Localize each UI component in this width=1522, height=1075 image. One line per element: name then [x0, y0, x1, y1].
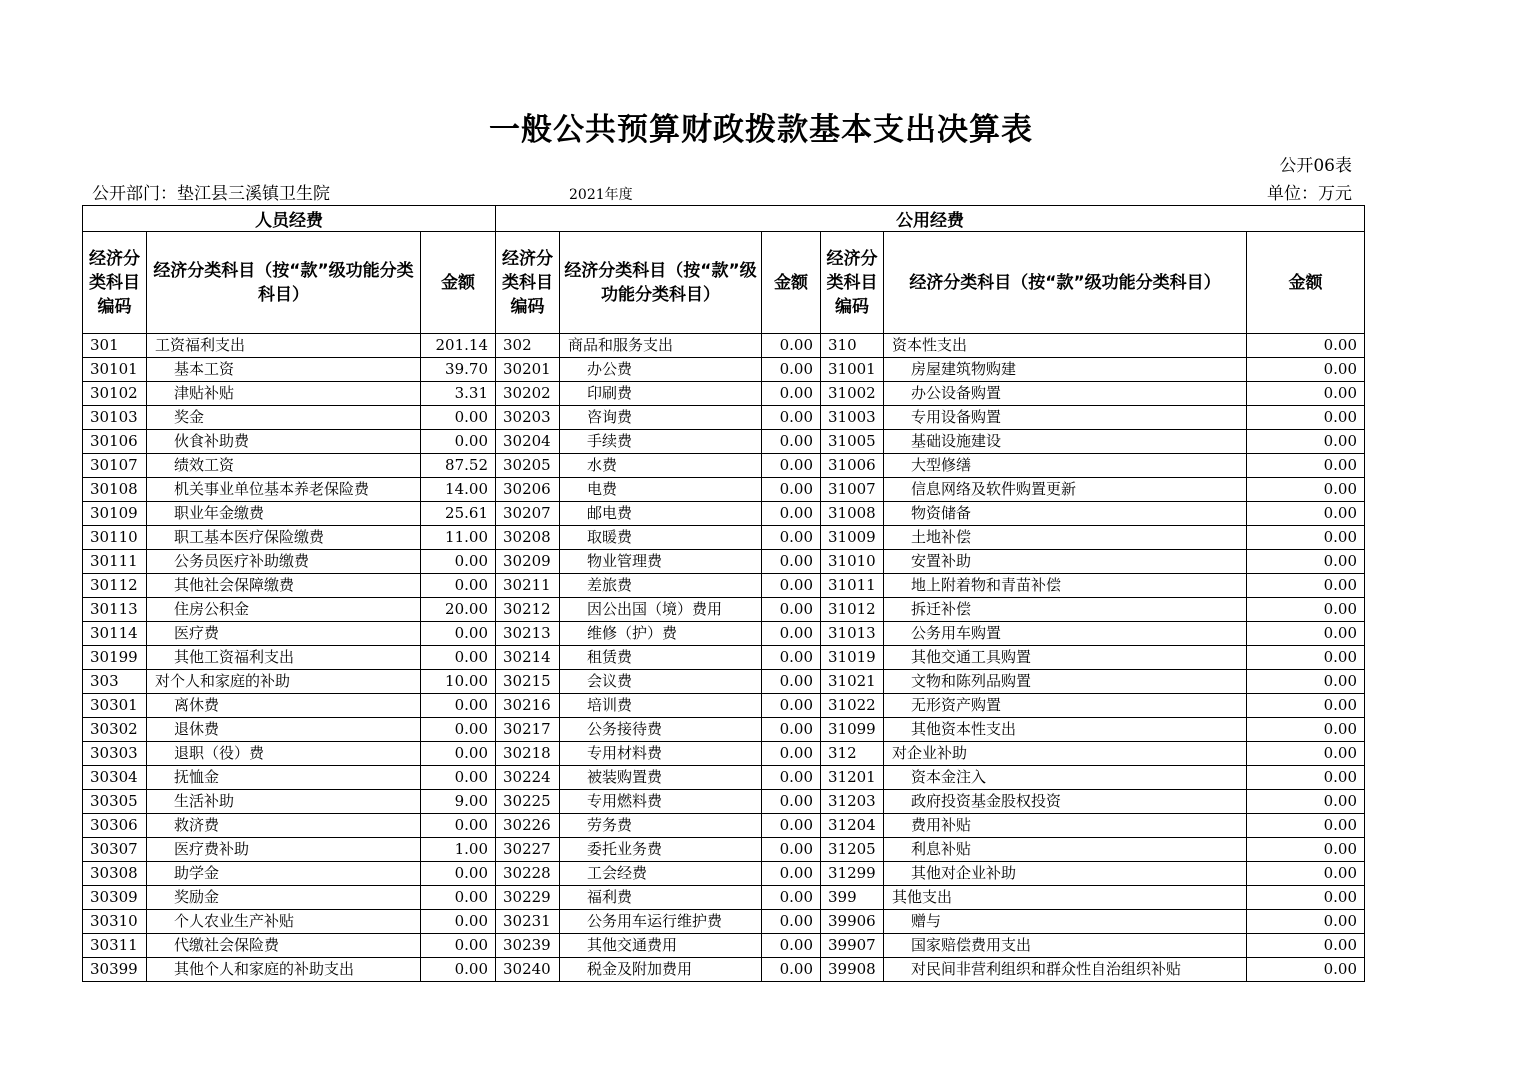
name-cell: 其他社会保障缴费 — [147, 574, 421, 598]
code-cell: 30227 — [496, 838, 560, 862]
name-cell: 工会经费 — [560, 862, 762, 886]
amount-cell: 0.00 — [1247, 574, 1365, 598]
code-cell: 31001 — [821, 358, 884, 382]
unit-label: 单位：万元 — [1267, 184, 1352, 204]
table-row — [83, 454, 1365, 478]
code-cell: 30112 — [83, 574, 147, 598]
amount-cell: 0.00 — [1247, 694, 1365, 718]
amount-cell: 0.00 — [762, 358, 821, 382]
name-cell: 离休费 — [147, 694, 421, 718]
amount-cell: 0.00 — [762, 334, 821, 358]
name-cell: 职工基本医疗保险缴费 — [147, 526, 421, 550]
amount-cell: 0.00 — [762, 862, 821, 886]
name-cell: 因公出国（境）费用 — [560, 598, 762, 622]
amount-cell: 11.00 — [421, 526, 496, 550]
name-cell: 政府投资基金股权投资 — [884, 790, 1247, 814]
amount-cell: 0.00 — [1247, 718, 1365, 742]
table-row — [83, 334, 1365, 358]
name-cell: 商品和服务支出 — [560, 334, 762, 358]
amount-cell: 201.14 — [421, 334, 496, 358]
amount-cell: 0.00 — [1247, 934, 1365, 958]
code-cell: 39908 — [821, 958, 884, 982]
code-cell: 30206 — [496, 478, 560, 502]
code-cell: 30309 — [83, 886, 147, 910]
amount-cell: 0.00 — [1247, 358, 1365, 382]
code-cell: 30203 — [496, 406, 560, 430]
amount-cell: 0.00 — [1247, 502, 1365, 526]
amount-cell: 0.00 — [762, 718, 821, 742]
amount-cell: 0.00 — [1247, 454, 1365, 478]
code-cell: 31003 — [821, 406, 884, 430]
name-cell: 其他工资福利支出 — [147, 646, 421, 670]
table-row — [83, 718, 1365, 742]
code-cell: 30107 — [83, 454, 147, 478]
name-cell: 国家赔偿费用支出 — [884, 934, 1247, 958]
code-cell: 30199 — [83, 646, 147, 670]
code-cell: 30109 — [83, 502, 147, 526]
code-cell: 31019 — [821, 646, 884, 670]
name-cell: 会议费 — [560, 670, 762, 694]
name-cell: 其他交通工具购置 — [884, 646, 1247, 670]
name-cell: 医疗费 — [147, 622, 421, 646]
amount-cell: 0.00 — [762, 622, 821, 646]
amount-cell: 0.00 — [1247, 598, 1365, 622]
amount-cell: 0.00 — [762, 958, 821, 982]
amount-cell: 0.00 — [762, 382, 821, 406]
code-cell: 30229 — [496, 886, 560, 910]
name-cell: 代缴社会保险费 — [147, 934, 421, 958]
code-cell: 30114 — [83, 622, 147, 646]
name-cell: 福利费 — [560, 886, 762, 910]
amount-cell: 0.00 — [1247, 334, 1365, 358]
name-cell: 退休费 — [147, 718, 421, 742]
code-cell: 30240 — [496, 958, 560, 982]
amount-cell: 0.00 — [421, 934, 496, 958]
code-cell: 301 — [83, 334, 147, 358]
code-cell: 31013 — [821, 622, 884, 646]
code-cell: 302 — [496, 334, 560, 358]
header-name: 经济分类科目（按“款”级功能分类科目） — [884, 232, 1247, 334]
code-cell: 30217 — [496, 718, 560, 742]
header-name: 经济分类科目（按“款”级功能分类科目） — [560, 232, 762, 334]
code-cell: 399 — [821, 886, 884, 910]
amount-cell: 39.70 — [421, 358, 496, 382]
amount-cell: 0.00 — [1247, 958, 1365, 982]
amount-cell: 0.00 — [762, 526, 821, 550]
table-row — [83, 622, 1365, 646]
name-cell: 电费 — [560, 478, 762, 502]
code-cell: 31012 — [821, 598, 884, 622]
code-cell: 30212 — [496, 598, 560, 622]
amount-cell: 0.00 — [421, 742, 496, 766]
table-row — [83, 646, 1365, 670]
name-cell: 专用燃料费 — [560, 790, 762, 814]
name-cell: 培训费 — [560, 694, 762, 718]
code-cell: 31002 — [821, 382, 884, 406]
header-code: 经济分类科目编码 — [821, 232, 884, 334]
code-cell: 30303 — [83, 742, 147, 766]
amount-cell: 0.00 — [762, 646, 821, 670]
code-cell: 30108 — [83, 478, 147, 502]
code-cell: 31010 — [821, 550, 884, 574]
name-cell: 奖励金 — [147, 886, 421, 910]
name-cell: 退职（役）费 — [147, 742, 421, 766]
name-cell: 土地补偿 — [884, 526, 1247, 550]
amount-cell: 0.00 — [1247, 886, 1365, 910]
code-cell: 30202 — [496, 382, 560, 406]
table-row — [83, 526, 1365, 550]
amount-cell: 14.00 — [421, 478, 496, 502]
code-cell: 30204 — [496, 430, 560, 454]
code-cell: 30207 — [496, 502, 560, 526]
name-cell: 其他对企业补助 — [884, 862, 1247, 886]
amount-cell: 0.00 — [762, 670, 821, 694]
code-cell: 39907 — [821, 934, 884, 958]
name-cell: 文物和陈列品购置 — [884, 670, 1247, 694]
name-cell: 物业管理费 — [560, 550, 762, 574]
code-cell: 31011 — [821, 574, 884, 598]
amount-cell: 0.00 — [1247, 382, 1365, 406]
name-cell: 房屋建筑物购建 — [884, 358, 1247, 382]
code-cell: 31205 — [821, 838, 884, 862]
form-number: 公开06表 — [1279, 156, 1352, 176]
name-cell: 抚恤金 — [147, 766, 421, 790]
amount-cell: 0.00 — [762, 574, 821, 598]
name-cell: 公务员医疗补助缴费 — [147, 550, 421, 574]
code-cell: 30307 — [83, 838, 147, 862]
table-row — [83, 862, 1365, 886]
code-cell: 30213 — [496, 622, 560, 646]
code-cell: 30113 — [83, 598, 147, 622]
code-cell: 30302 — [83, 718, 147, 742]
name-cell: 对民间非营利组织和群众性自治组织补贴 — [884, 958, 1247, 982]
name-cell: 办公费 — [560, 358, 762, 382]
code-cell: 30216 — [496, 694, 560, 718]
name-cell: 基本工资 — [147, 358, 421, 382]
name-cell: 差旅费 — [560, 574, 762, 598]
amount-cell: 0.00 — [421, 646, 496, 670]
name-cell: 工资福利支出 — [147, 334, 421, 358]
amount-cell: 0.00 — [762, 838, 821, 862]
amount-cell: 0.00 — [762, 502, 821, 526]
amount-cell: 0.00 — [1247, 622, 1365, 646]
header-name: 经济分类科目（按“款”级功能分类科目） — [147, 232, 421, 334]
code-cell: 30226 — [496, 814, 560, 838]
name-cell: 维修（护）费 — [560, 622, 762, 646]
amount-cell: 0.00 — [762, 694, 821, 718]
code-cell: 30106 — [83, 430, 147, 454]
code-cell: 31203 — [821, 790, 884, 814]
name-cell: 津贴补贴 — [147, 382, 421, 406]
name-cell: 生活补助 — [147, 790, 421, 814]
fiscal-year: 2021年度 — [569, 187, 633, 203]
department-label: 公开部门：垫江县三溪镇卫生院 — [92, 184, 330, 204]
table-row — [83, 550, 1365, 574]
code-cell: 30228 — [496, 862, 560, 886]
code-cell: 30111 — [83, 550, 147, 574]
section-public: 公用经费 — [496, 206, 1365, 232]
amount-cell: 0.00 — [762, 598, 821, 622]
code-cell: 30102 — [83, 382, 147, 406]
amount-cell: 87.52 — [421, 454, 496, 478]
code-cell: 312 — [821, 742, 884, 766]
amount-cell: 0.00 — [762, 742, 821, 766]
header-code: 经济分类科目编码 — [83, 232, 147, 334]
name-cell: 水费 — [560, 454, 762, 478]
table-row — [83, 886, 1365, 910]
code-cell: 30205 — [496, 454, 560, 478]
amount-cell: 0.00 — [421, 886, 496, 910]
name-cell: 办公设备购置 — [884, 382, 1247, 406]
section-personnel: 人员经费 — [83, 206, 496, 232]
amount-cell: 0.00 — [1247, 790, 1365, 814]
amount-cell: 0.00 — [762, 910, 821, 934]
table-row — [83, 694, 1365, 718]
amount-cell: 0.00 — [421, 574, 496, 598]
code-cell: 30239 — [496, 934, 560, 958]
amount-cell: 0.00 — [1247, 526, 1365, 550]
name-cell: 公务用车运行维护费 — [560, 910, 762, 934]
code-cell: 30399 — [83, 958, 147, 982]
page-title: 一般公共预算财政拨款基本支出决算表 — [489, 112, 1033, 148]
amount-cell: 20.00 — [421, 598, 496, 622]
name-cell: 大型修缮 — [884, 454, 1247, 478]
header-amount: 金额 — [762, 232, 821, 334]
code-cell: 31007 — [821, 478, 884, 502]
code-cell: 31008 — [821, 502, 884, 526]
table-row — [83, 670, 1365, 694]
table-row — [83, 502, 1365, 526]
code-cell: 30103 — [83, 406, 147, 430]
amount-cell: 0.00 — [762, 934, 821, 958]
code-cell: 30301 — [83, 694, 147, 718]
amount-cell: 0.00 — [762, 478, 821, 502]
name-cell: 住房公积金 — [147, 598, 421, 622]
amount-cell: 0.00 — [762, 406, 821, 430]
name-cell: 职业年金缴费 — [147, 502, 421, 526]
name-cell: 税金及附加费用 — [560, 958, 762, 982]
amount-cell: 9.00 — [421, 790, 496, 814]
code-cell: 31021 — [821, 670, 884, 694]
name-cell: 奖金 — [147, 406, 421, 430]
code-cell: 31005 — [821, 430, 884, 454]
amount-cell: 0.00 — [762, 790, 821, 814]
name-cell: 委托业务费 — [560, 838, 762, 862]
amount-cell: 0.00 — [762, 814, 821, 838]
code-cell: 30311 — [83, 934, 147, 958]
table-row — [83, 910, 1365, 934]
code-cell: 31201 — [821, 766, 884, 790]
name-cell: 其他支出 — [884, 886, 1247, 910]
name-cell: 物资储备 — [884, 502, 1247, 526]
table-row — [83, 382, 1365, 406]
name-cell: 公务用车购置 — [884, 622, 1247, 646]
name-cell: 信息网络及软件购置更新 — [884, 478, 1247, 502]
amount-cell: 1.00 — [421, 838, 496, 862]
amount-cell: 0.00 — [1247, 550, 1365, 574]
amount-cell: 0.00 — [421, 718, 496, 742]
code-cell: 310 — [821, 334, 884, 358]
name-cell: 公务接待费 — [560, 718, 762, 742]
amount-cell: 0.00 — [762, 550, 821, 574]
amount-cell: 0.00 — [421, 550, 496, 574]
table-row — [83, 790, 1365, 814]
name-cell: 专用材料费 — [560, 742, 762, 766]
table-row — [83, 934, 1365, 958]
name-cell: 手续费 — [560, 430, 762, 454]
name-cell: 无形资产购置 — [884, 694, 1247, 718]
amount-cell: 0.00 — [1247, 814, 1365, 838]
amount-cell: 3.31 — [421, 382, 496, 406]
table-row — [83, 814, 1365, 838]
amount-cell: 0.00 — [762, 886, 821, 910]
table-row — [83, 406, 1365, 430]
amount-cell: 10.00 — [421, 670, 496, 694]
amount-cell: 25.61 — [421, 502, 496, 526]
amount-cell: 0.00 — [421, 766, 496, 790]
table-row — [83, 742, 1365, 766]
amount-cell: 0.00 — [1247, 670, 1365, 694]
code-cell: 30224 — [496, 766, 560, 790]
name-cell: 医疗费补助 — [147, 838, 421, 862]
name-cell: 印刷费 — [560, 382, 762, 406]
amount-cell: 0.00 — [1247, 406, 1365, 430]
code-cell: 30110 — [83, 526, 147, 550]
header-amount: 金额 — [421, 232, 496, 334]
code-cell: 30304 — [83, 766, 147, 790]
code-cell: 30101 — [83, 358, 147, 382]
code-cell: 39906 — [821, 910, 884, 934]
name-cell: 对企业补助 — [884, 742, 1247, 766]
table-row — [83, 766, 1365, 790]
amount-cell: 0.00 — [762, 454, 821, 478]
name-cell: 咨询费 — [560, 406, 762, 430]
code-cell: 30308 — [83, 862, 147, 886]
name-cell: 取暖费 — [560, 526, 762, 550]
name-cell: 邮电费 — [560, 502, 762, 526]
amount-cell: 0.00 — [1247, 910, 1365, 934]
amount-cell: 0.00 — [421, 958, 496, 982]
name-cell: 资本金注入 — [884, 766, 1247, 790]
code-cell: 30215 — [496, 670, 560, 694]
table-row — [83, 430, 1365, 454]
amount-cell: 0.00 — [1247, 766, 1365, 790]
amount-cell: 0.00 — [421, 406, 496, 430]
name-cell: 地上附着物和青苗补偿 — [884, 574, 1247, 598]
name-cell: 安置补助 — [884, 550, 1247, 574]
header-amount: 金额 — [1247, 232, 1365, 334]
table-row — [83, 598, 1365, 622]
amount-cell: 0.00 — [421, 694, 496, 718]
amount-cell: 0.00 — [762, 430, 821, 454]
code-cell: 30310 — [83, 910, 147, 934]
name-cell: 绩效工资 — [147, 454, 421, 478]
name-cell: 助学金 — [147, 862, 421, 886]
amount-cell: 0.00 — [421, 814, 496, 838]
name-cell: 救济费 — [147, 814, 421, 838]
code-cell: 30211 — [496, 574, 560, 598]
amount-cell: 0.00 — [421, 622, 496, 646]
name-cell: 费用补贴 — [884, 814, 1247, 838]
table-row — [83, 574, 1365, 598]
code-cell: 30231 — [496, 910, 560, 934]
amount-cell: 0.00 — [1247, 862, 1365, 886]
name-cell: 利息补贴 — [884, 838, 1247, 862]
name-cell: 其他交通费用 — [560, 934, 762, 958]
name-cell: 个人农业生产补贴 — [147, 910, 421, 934]
name-cell: 租赁费 — [560, 646, 762, 670]
table-row — [83, 958, 1365, 982]
amount-cell: 0.00 — [762, 766, 821, 790]
amount-cell: 0.00 — [421, 430, 496, 454]
code-cell: 31009 — [821, 526, 884, 550]
name-cell: 劳务费 — [560, 814, 762, 838]
code-cell: 31299 — [821, 862, 884, 886]
name-cell: 其他资本性支出 — [884, 718, 1247, 742]
amount-cell: 0.00 — [421, 862, 496, 886]
code-cell: 31006 — [821, 454, 884, 478]
name-cell: 其他个人和家庭的补助支出 — [147, 958, 421, 982]
header-code: 经济分类科目编码 — [496, 232, 560, 334]
code-cell: 31022 — [821, 694, 884, 718]
expenditure-table — [82, 205, 1365, 982]
name-cell: 被装购置费 — [560, 766, 762, 790]
code-cell: 30306 — [83, 814, 147, 838]
table-body — [83, 334, 1365, 982]
name-cell: 伙食补助费 — [147, 430, 421, 454]
amount-cell: 0.00 — [1247, 838, 1365, 862]
name-cell: 对个人和家庭的补助 — [147, 670, 421, 694]
table-row — [83, 838, 1365, 862]
name-cell: 基础设施建设 — [884, 430, 1247, 454]
name-cell: 机关事业单位基本养老保险费 — [147, 478, 421, 502]
name-cell: 拆迁补偿 — [884, 598, 1247, 622]
code-cell: 30208 — [496, 526, 560, 550]
name-cell: 赠与 — [884, 910, 1247, 934]
amount-cell: 0.00 — [1247, 478, 1365, 502]
code-cell: 30225 — [496, 790, 560, 814]
name-cell: 资本性支出 — [884, 334, 1247, 358]
code-cell: 30218 — [496, 742, 560, 766]
amount-cell: 0.00 — [1247, 430, 1365, 454]
name-cell: 专用设备购置 — [884, 406, 1247, 430]
amount-cell: 0.00 — [421, 910, 496, 934]
amount-cell: 0.00 — [1247, 646, 1365, 670]
code-cell: 30305 — [83, 790, 147, 814]
code-cell: 30201 — [496, 358, 560, 382]
code-cell: 30209 — [496, 550, 560, 574]
table-row — [83, 358, 1365, 382]
code-cell: 30214 — [496, 646, 560, 670]
amount-cell: 0.00 — [1247, 742, 1365, 766]
code-cell: 31099 — [821, 718, 884, 742]
code-cell: 303 — [83, 670, 147, 694]
table-row — [83, 478, 1365, 502]
code-cell: 31204 — [821, 814, 884, 838]
